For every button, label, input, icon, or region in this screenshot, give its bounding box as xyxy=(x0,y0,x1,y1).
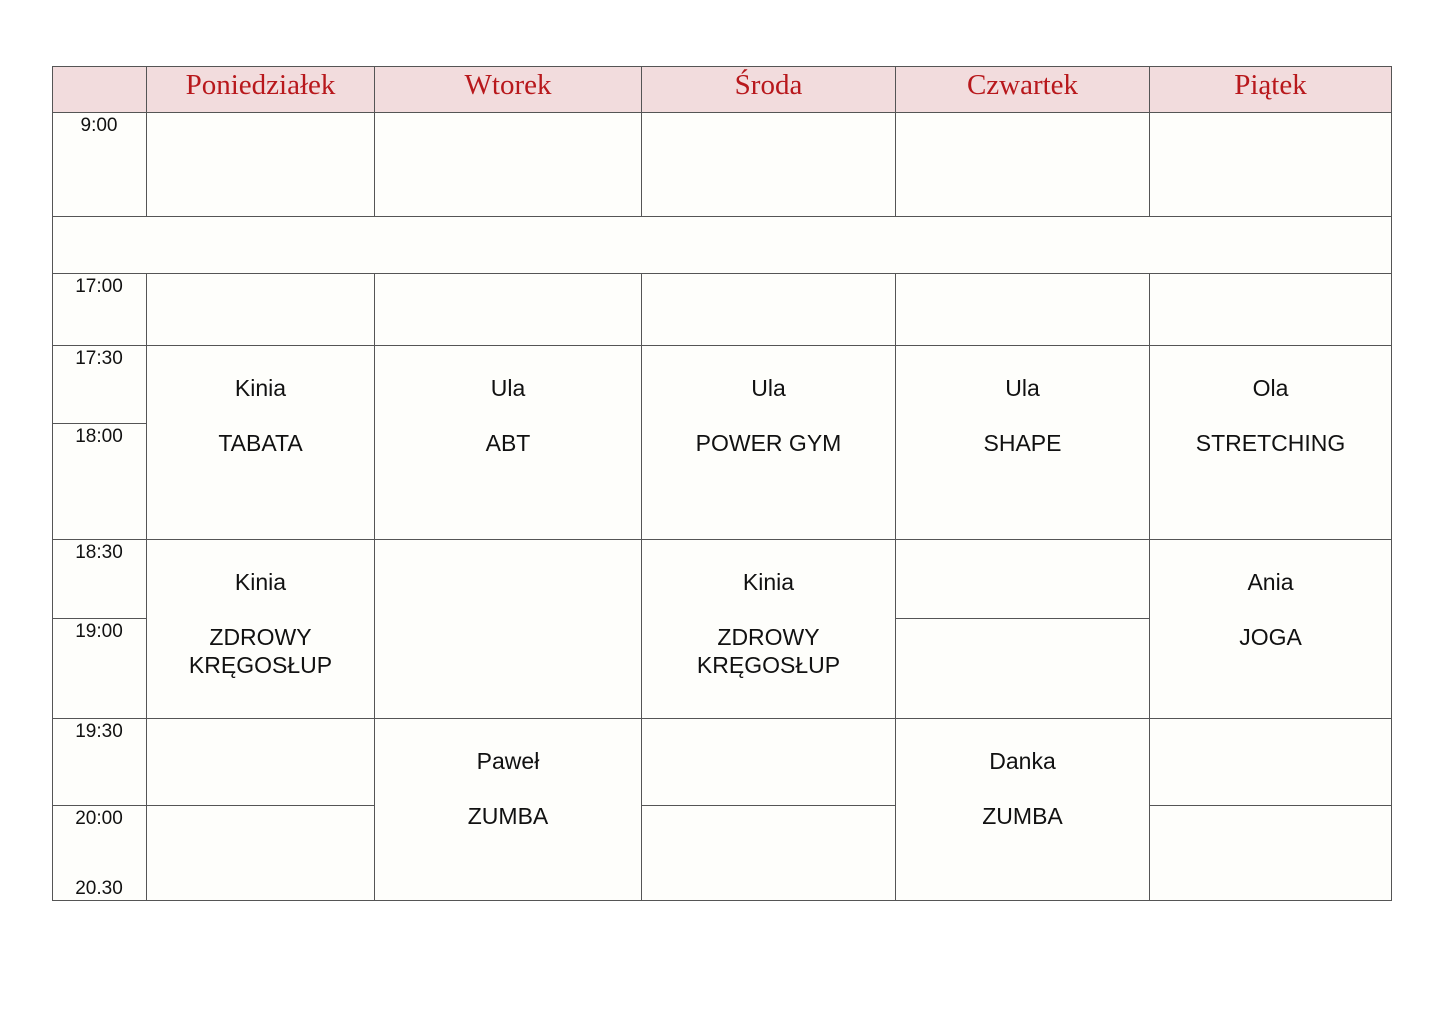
header-day-monday: Poniedziałek xyxy=(147,66,375,113)
class-name: SHAPE xyxy=(983,430,1062,456)
slot-fri-2000 xyxy=(1150,806,1392,901)
time-label-1700: 17:00 xyxy=(75,276,123,297)
slot-fri-1700 xyxy=(1150,274,1392,346)
class-wed-1730 xyxy=(642,346,896,540)
slot-wed-1930 xyxy=(642,719,896,806)
class-name: JOGA xyxy=(1239,624,1302,650)
slot-fri-1930 xyxy=(1150,719,1392,806)
slot-wed-1700 xyxy=(642,274,896,346)
instructor-name: Danka xyxy=(989,748,1056,774)
slot-mon-1700 xyxy=(147,274,375,346)
time-label-1800: 18:00 xyxy=(75,426,123,447)
break-row xyxy=(52,217,1392,274)
header-day-thursday: Czwartek xyxy=(896,66,1150,113)
class-name: ABT xyxy=(485,430,531,456)
class-fri-1730 xyxy=(1150,346,1392,540)
slot-fri-0900 xyxy=(1150,113,1392,217)
class-thu-1930 xyxy=(896,719,1150,901)
instructor-name: Kinia xyxy=(234,375,287,401)
class-name: STRETCHING xyxy=(1195,430,1346,456)
time-label-2030: 20.30 xyxy=(75,878,123,899)
slot-mon-1930 xyxy=(147,719,375,806)
class-name: ZUMBA xyxy=(467,803,549,829)
class-wed-1830 xyxy=(642,540,896,719)
class-name: TABATA xyxy=(218,430,303,456)
slot-thu-0900 xyxy=(896,113,1150,217)
time-label-1900: 19:00 xyxy=(75,621,123,642)
class-thu-1730 xyxy=(896,346,1150,540)
slot-thu-1830 xyxy=(896,540,1150,619)
instructor-name: Paweł xyxy=(476,748,540,774)
header-day-tuesday: Wtorek xyxy=(375,66,642,113)
header-corner xyxy=(52,66,147,113)
time-label-1930: 19:30 xyxy=(75,721,123,742)
class-name: ZDROWY KRĘGOSŁUP xyxy=(188,624,333,678)
class-tue-1730 xyxy=(375,346,642,540)
slot-thu-1900 xyxy=(896,619,1150,719)
time-label-1730: 17:30 xyxy=(75,348,123,369)
instructor-name: Ola xyxy=(1252,375,1289,401)
class-name: POWER GYM xyxy=(695,430,842,456)
instructor-name: Ula xyxy=(751,375,786,401)
slot-tue-0900 xyxy=(375,113,642,217)
class-mon-1730 xyxy=(147,346,375,540)
instructor-name: Ania xyxy=(1247,569,1294,595)
slot-wed-0900 xyxy=(642,113,896,217)
slot-tue-1700 xyxy=(375,274,642,346)
time-label-1830: 18:30 xyxy=(75,542,123,563)
slot-thu-1700 xyxy=(896,274,1150,346)
slot-tue-1830 xyxy=(375,540,642,719)
class-fri-1830 xyxy=(1150,540,1392,719)
class-name: ZDROWY KRĘGOSŁUP xyxy=(696,624,841,678)
time-label-2000: 20:00 xyxy=(75,808,123,829)
slot-wed-2000 xyxy=(642,806,896,901)
header-day-wednesday: Środa xyxy=(642,66,896,113)
header-day-friday: Piątek xyxy=(1150,66,1392,113)
class-name: ZUMBA xyxy=(982,803,1063,829)
slot-mon-2000 xyxy=(147,806,375,901)
instructor-name: Kinia xyxy=(234,569,287,595)
instructor-name: Ula xyxy=(1005,375,1040,401)
instructor-name: Kinia xyxy=(742,569,795,595)
instructor-name: Ula xyxy=(490,375,526,401)
slot-mon-0900 xyxy=(147,113,375,217)
time-label-0900: 9:00 xyxy=(80,115,118,136)
class-mon-1830 xyxy=(147,540,375,719)
class-tue-1930 xyxy=(375,719,642,901)
